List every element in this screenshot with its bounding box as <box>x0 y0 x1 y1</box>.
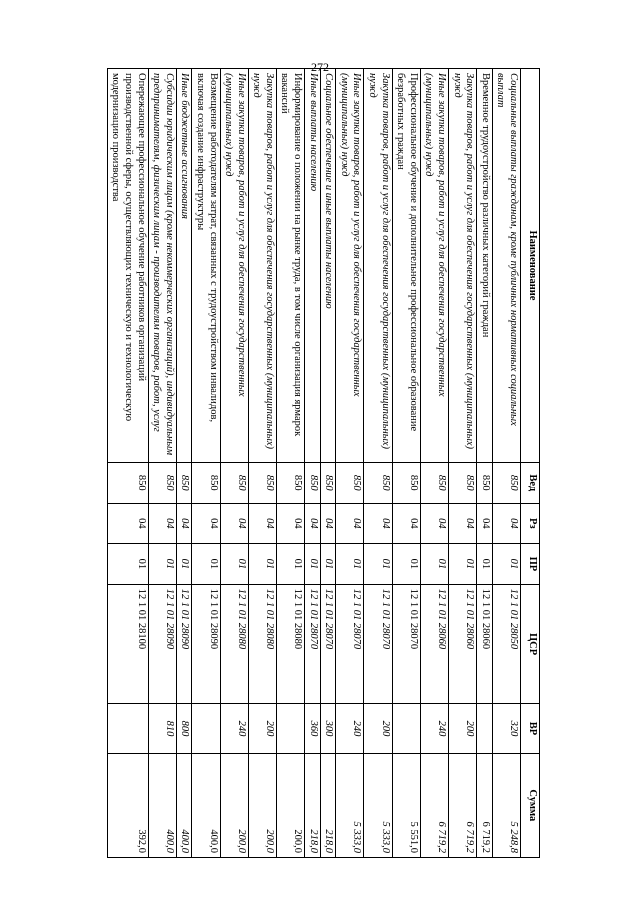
cell-name: Профессиональное обучение и дополнительное профессиональное образование безработных граждан <box>392 69 420 463</box>
header-pr: ПР <box>521 544 540 585</box>
cell-vr: 810 <box>148 704 176 753</box>
table-row <box>392 69 420 858</box>
cell-sum: 200,0 <box>276 753 304 857</box>
table-body <box>107 69 520 858</box>
cell-pr: 01 <box>148 544 176 585</box>
header-ved: Вед <box>521 462 540 503</box>
cell-ved: 850 <box>276 462 304 503</box>
cell-pr: 01 <box>176 544 192 585</box>
table-row <box>176 69 192 858</box>
table-row <box>192 69 220 858</box>
cell-sum: 392,0 <box>107 753 148 857</box>
cell-name: Иные бюджетные ассигнования <box>176 69 192 463</box>
table-header-row <box>521 69 540 858</box>
cell-pr: 01 <box>107 544 148 585</box>
cell-csr: 12 1 01 28070 <box>392 584 420 704</box>
cell-name: Субсидии юридическим лицам (кроме некоммерческих организаций), индивидуальным предпринимателям, физическим лицам - производителям товаров, работ, услуг <box>148 69 176 463</box>
cell-rz: 04 <box>336 503 364 544</box>
cell-vr <box>107 704 148 753</box>
cell-rz: 04 <box>364 503 392 544</box>
cell-rz: 04 <box>248 503 276 544</box>
cell-pr: 01 <box>248 544 276 585</box>
table-row <box>420 69 448 858</box>
cell-vr: 320 <box>492 704 520 753</box>
cell-ved: 850 <box>492 462 520 503</box>
cell-sum: 400,0 <box>176 753 192 857</box>
cell-csr: 12 1 01 28060 <box>449 584 477 704</box>
cell-rz: 04 <box>176 503 192 544</box>
rotated-table-container <box>107 68 540 858</box>
cell-sum: 218,0 <box>320 753 336 857</box>
header-name: Наименование <box>521 69 540 463</box>
table-row <box>477 69 493 858</box>
cell-rz: 04 <box>420 503 448 544</box>
cell-sum: 6 719,2 <box>477 753 493 857</box>
cell-ved: 850 <box>305 462 321 503</box>
cell-vr: 200 <box>248 704 276 753</box>
cell-sum: 5 551,0 <box>392 753 420 857</box>
cell-pr: 01 <box>392 544 420 585</box>
cell-csr: 12 1 01 28070 <box>364 584 392 704</box>
cell-vr <box>392 704 420 753</box>
cell-vr: 200 <box>449 704 477 753</box>
cell-name: Информирование о положении на рынке труда, в том числе организация ярмарок вакансий <box>276 69 304 463</box>
table-row <box>148 69 176 858</box>
cell-ved: 850 <box>320 462 336 503</box>
cell-ved: 850 <box>148 462 176 503</box>
table-row <box>364 69 392 858</box>
cell-vr <box>192 704 220 753</box>
cell-sum: 218,0 <box>305 753 321 857</box>
cell-csr: 12 1 01 28050 <box>492 584 520 704</box>
cell-name: Закупка товаров, работ и услуг для обеспечения государственных (муниципальных) нужд <box>248 69 276 463</box>
cell-pr: 01 <box>492 544 520 585</box>
page-number: 272 <box>311 60 329 74</box>
cell-csr: 12 1 01 28070 <box>320 584 336 704</box>
header-rz: Рз <box>521 503 540 544</box>
table-row <box>107 69 148 858</box>
cell-name: Иные закупки товаров, работ и услуг для обеспечения государственных (муниципальных) нужд <box>336 69 364 463</box>
cell-rz: 04 <box>392 503 420 544</box>
table-row <box>305 69 321 858</box>
cell-csr: 12 1 01 28090 <box>192 584 220 704</box>
cell-name: Иные закупки товаров, работ и услуг для обеспечения государственных (муниципальных) нужд <box>220 69 248 463</box>
cell-name: Временное трудоустройство различных категорий граждан <box>477 69 493 463</box>
cell-sum: 400,0 <box>148 753 176 857</box>
cell-csr: 12 1 01 28060 <box>420 584 448 704</box>
cell-ved: 850 <box>449 462 477 503</box>
cell-name: Социальные выплаты гражданам, кроме публичных нормативных социальных выплат <box>492 69 520 463</box>
cell-vr: 240 <box>220 704 248 753</box>
cell-sum: 400,0 <box>192 753 220 857</box>
cell-sum: 200,0 <box>220 753 248 857</box>
cell-rz: 04 <box>276 503 304 544</box>
cell-name: Закупка товаров, работ и услуг для обеспечения государственных (муниципальных) нужд <box>449 69 477 463</box>
cell-rz: 04 <box>107 503 148 544</box>
cell-vr: 300 <box>320 704 336 753</box>
cell-pr: 01 <box>364 544 392 585</box>
cell-ved: 850 <box>220 462 248 503</box>
cell-ved: 850 <box>477 462 493 503</box>
cell-csr: 12 1 01 28090 <box>148 584 176 704</box>
cell-sum: 200,0 <box>248 753 276 857</box>
cell-sum: 5 248,8 <box>492 753 520 857</box>
cell-csr: 12 1 01 28080 <box>248 584 276 704</box>
header-sum: Сумма <box>521 753 540 857</box>
cell-name: Закупка товаров, работ и услуг для обеспечения государственных (муниципальных) нужд <box>364 69 392 463</box>
cell-pr: 01 <box>477 544 493 585</box>
cell-vr: 800 <box>176 704 192 753</box>
cell-sum: 6 719,2 <box>420 753 448 857</box>
cell-name: Иные закупки товаров, работ и услуг для обеспечения государственных (муниципальных) нужд <box>420 69 448 463</box>
cell-pr: 01 <box>276 544 304 585</box>
cell-rz: 04 <box>192 503 220 544</box>
cell-name: Опережающее профессиональное обучение работников организаций производственной сферы, осуществляющих техническую и технологическую модернизацию производства <box>107 69 148 463</box>
table-row <box>220 69 248 858</box>
cell-sum: 5 333,0 <box>336 753 364 857</box>
cell-vr: 240 <box>420 704 448 753</box>
cell-ved: 850 <box>420 462 448 503</box>
cell-ved: 850 <box>107 462 148 503</box>
cell-vr <box>477 704 493 753</box>
cell-rz: 04 <box>492 503 520 544</box>
cell-name: Социальное обеспечение и иные выплаты населению <box>320 69 336 463</box>
cell-pr: 01 <box>305 544 321 585</box>
cell-name: Возмещение работодателям затрат, связанных с трудоустройством инвалидов, включая создание инфраструктуры <box>192 69 220 463</box>
cell-ved: 850 <box>248 462 276 503</box>
header-csr: ЦСР <box>521 584 540 704</box>
cell-csr: 12 1 01 28070 <box>336 584 364 704</box>
cell-csr: 12 1 01 28080 <box>276 584 304 704</box>
budget-table <box>107 68 540 858</box>
cell-rz: 04 <box>305 503 321 544</box>
table-row <box>492 69 520 858</box>
table-row <box>336 69 364 858</box>
cell-vr: 200 <box>364 704 392 753</box>
cell-sum: 5 333,0 <box>364 753 392 857</box>
cell-pr: 01 <box>320 544 336 585</box>
cell-pr: 01 <box>449 544 477 585</box>
table-row <box>276 69 304 858</box>
table-row <box>449 69 477 858</box>
cell-rz: 04 <box>477 503 493 544</box>
cell-csr: 12 1 01 28080 <box>220 584 248 704</box>
cell-pr: 01 <box>192 544 220 585</box>
cell-rz: 04 <box>320 503 336 544</box>
cell-csr: 12 1 01 28060 <box>477 584 493 704</box>
table-row <box>320 69 336 858</box>
cell-vr: 360 <box>305 704 321 753</box>
cell-pr: 01 <box>336 544 364 585</box>
cell-pr: 01 <box>420 544 448 585</box>
cell-sum: 6 719,2 <box>449 753 477 857</box>
cell-csr: 12 1 01 28070 <box>305 584 321 704</box>
cell-ved: 850 <box>192 462 220 503</box>
header-vr: ВР <box>521 704 540 753</box>
cell-rz: 04 <box>449 503 477 544</box>
cell-ved: 850 <box>364 462 392 503</box>
cell-ved: 850 <box>176 462 192 503</box>
cell-csr: 12 1 01 28100 <box>107 584 148 704</box>
cell-rz: 04 <box>220 503 248 544</box>
cell-ved: 850 <box>392 462 420 503</box>
table-row <box>248 69 276 858</box>
cell-vr <box>276 704 304 753</box>
cell-vr: 240 <box>336 704 364 753</box>
cell-csr: 12 1 01 28090 <box>176 584 192 704</box>
cell-name: Иные выплаты населению <box>305 69 321 463</box>
cell-ved: 850 <box>336 462 364 503</box>
cell-pr: 01 <box>220 544 248 585</box>
cell-rz: 04 <box>148 503 176 544</box>
